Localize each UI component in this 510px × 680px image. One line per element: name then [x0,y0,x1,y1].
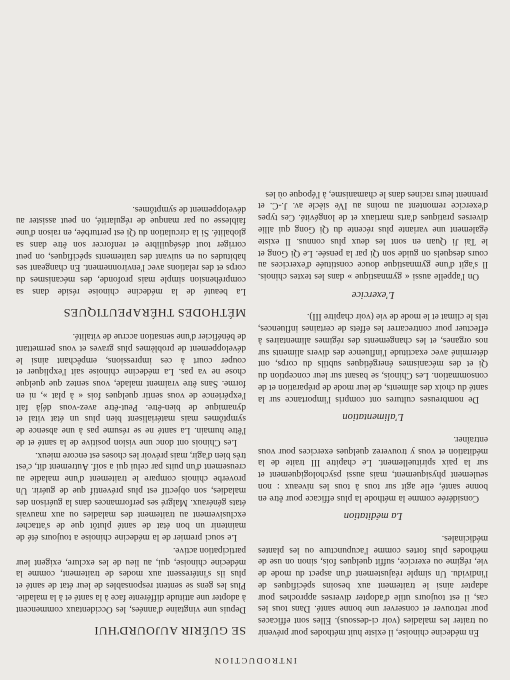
paragraph-4: La beauté de la médecine chinoise réside dans sa compréhension simple mais profonde, des mécanismes du corps et des relations avec l'environnement. En changeant ses habitudes ou en suivant des traitements spécifiques, on peut corriger tout déséquilibre et renforcer son être dans sa globalité. Si la circulation du Qi est perturbée, en raison d'une faiblesse ou par manque de régularité, on peut assister au développement de symptômes. [16,204,246,297]
paragraph-2: Le souci premier de la médecine chinoise a toujours été de maintenir un bon état de santé plutôt que de s'attacher exclusivement au traitement des maladies ou aux mauvais états généraux. Malgré ses performances dans la guérison des maladies, son objectif est plus préventif que de guérir. Un proverbe chinois compare le traitement d'une maladie au creusement d'un puits par celui qui a soif. Autrement dit, c'est très bien d'agir, mais prévoir les choses est encore mieux. [16,450,246,544]
left-column [258,8,488,638]
intro-paragraph: En médecine chinoise, il existe huit méthodes pour prévenir ou traiter les maladies (voir ci-dessous). Elles sont efficaces pour retrouver et conserver une bonne santé. Dans tous les cas, il est toujours utile d'adopter diverses approches pour adapter ainsi le traitement aux besoins spécifiques de l'individu. Un simple réajustement d'un aspect du mode de vie, régime ou exercice, suffit quelques fois, sinon on use de méthodes plus fortes comme l'acupuncture ou les plantes médicinales. [258,533,488,638]
running-head: INTRODUCTION [213,656,297,666]
paragraph-1: Depuis une vingtaine d'années, les Occidentaux commencent à adopter une attitude différente face à la santé et à la maladie. Plus les gens se sentent responsables de leur état de santé et plus ils s'intéressent aux modes de traitement, comme la médecine chinoise, qui, au lieu de les exclure, exigent leur participation active. [16,545,246,615]
meditation-paragraph: Considérée comme la méthode la plus efficace pour être en bonne santé, elle agit sur tous à tous les niveaux : non seulement physiquement, mais aussi psychologiquement et sur la paix spirituellement. Le chapitre III traite de la méditation et vous y trouverez quelques exercices pour vous entraîner. [258,434,488,504]
exercise-paragraph: On l'appelle aussi « gymnastique » dans les textes chinois. Il s'agit d'une gymnastique douce constituée d'exercices au cours desquels on guide son Qi par la pensée. Le Qi Gong et le Tai Ji Quan en sont les deux plus connus. Il existe également une variante plus récente du Qi Gong qui allie diverses pratiques d'arts martiaux et de longévité. Ces types d'exercice remontent au moins au IVe siècle av. J.-C. et prennent leurs racines dans le chamanisme, à l'époque où les [258,189,488,283]
paragraph-3: Les Chinois ont donc une vision positive de la santé et de l'être humain. La santé ne se résume pas à une absence de symptômes mais matérialisent bien plus un état vital et dynamique de bien-être. Peut-être avez-vous déjà fait l'expérience de vous sentir quelques fois « à plat », ni en forme. Sans être vraiment malade, vous sentez que quelque chose ne va pas. La médecine chinoise sait l'expliquer et couper court à ces impressions, empêchant ainsi le développement de problèmes plus graves et vous permettant de bénéficier d'une sensation accrue de vitalité. [16,332,246,448]
right-column [16,8,246,638]
exercise-heading: L'exercice [351,288,395,300]
food-heading: L'alimentation [342,411,404,423]
methods-title: MÉTHODES THÉRAPEUTIQUES [63,306,246,321]
food-paragraph: De nombreuses cultures ont compris l'importance sur la santé du choix des aliments, de leur mode de préparation et de consommation. Les Chinois, se basant sur leur conception du Qi et des mécanismes énergétiques subtils du corps, ont déterminé avec exactitude l'influence des divers aliments sur nos organes, et les changements des régimes alimentaires à effectuer pour contrecarrer les effets de certaines influences, tels le climat et le mode de vie (voir chapitre III). [258,312,488,405]
meditation-heading: La méditation [343,510,403,522]
section-title: SE GUÉRIR AUJOURD'HUI [94,624,246,638]
